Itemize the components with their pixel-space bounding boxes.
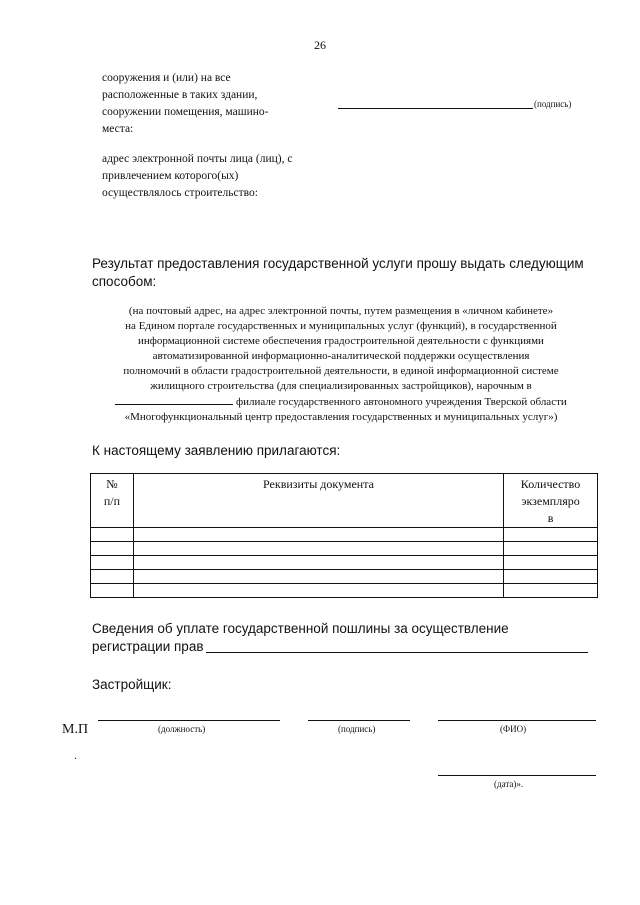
developer-signature-line[interactable] [308, 720, 410, 721]
fee-line [92, 638, 612, 656]
cell-count[interactable] [504, 570, 598, 584]
stamp-dot: . [74, 748, 77, 762]
developer-label: Застройщик: [92, 677, 172, 692]
cell-number[interactable] [91, 542, 134, 556]
stamp-label: М.П [62, 722, 89, 737]
cell-count[interactable] [504, 542, 598, 556]
result-heading-line: Результат предоставления государственной услуги прошу выдать следующим [92, 256, 584, 271]
column-header-number: № п/п [91, 474, 134, 528]
result-option-line: на Едином портале государственных и муниципальных услуг (функций), в государственной [125, 320, 557, 332]
result-heading-line: способом: [92, 274, 157, 289]
attachments-heading: К настоящему заявлению прилагаются: [92, 443, 341, 458]
table-row [91, 528, 598, 542]
cell-number[interactable] [91, 570, 134, 584]
result-option-line: автоматизированной информационно-аналитической поддержки осуществления [152, 350, 530, 362]
fee-section [92, 620, 612, 656]
result-option-line-with-blank [86, 394, 596, 410]
cell-count[interactable] [504, 528, 598, 542]
ownership-line: сооружения и (или) на все [102, 72, 231, 84]
date-caption: (дата)». [494, 779, 524, 789]
table-row [91, 542, 598, 556]
result-option-line: полномочий в области градостроительной деятельности, в единой информационной системе [123, 365, 559, 377]
result-option-line: (на почтовый адрес, на адрес электронной почты, путем размещения в «личном кабинете» [128, 305, 554, 317]
result-option-line: информационной системе обеспечения градостроительной деятельности с функциями [138, 335, 544, 347]
result-options [86, 304, 596, 425]
cell-details[interactable] [133, 570, 503, 584]
fee-label: регистрации прав [92, 639, 204, 654]
cell-details[interactable] [133, 542, 503, 556]
table-header-row [91, 474, 598, 528]
cell-number[interactable] [91, 528, 134, 542]
ownership-line: расположенные в таких здании, [102, 89, 258, 101]
email-label [102, 151, 312, 202]
branch-blank-field[interactable] [115, 394, 233, 405]
ownership-signature-caption: (подпись) [534, 99, 572, 109]
table-row [91, 556, 598, 570]
cell-details[interactable] [133, 556, 503, 570]
developer-signature-caption: (подпись) [338, 724, 376, 734]
result-option-line: жилищного строительства (для специализированных застройщиков), нарочным в [150, 380, 532, 392]
column-header-count: Количество экземпляро в [504, 474, 598, 528]
attachments-table [90, 473, 598, 598]
ownership-line: места: [102, 123, 134, 135]
email-line: осуществлялось строительство: [102, 187, 258, 199]
result-heading [92, 255, 612, 291]
ownership-signature-line[interactable] [338, 108, 533, 109]
fee-line: Сведения об уплате государственной пошлины за осуществление [92, 621, 509, 636]
cell-count[interactable] [504, 556, 598, 570]
page-number: 26 [314, 38, 326, 52]
developer-name-line[interactable] [438, 720, 596, 721]
cell-number[interactable] [91, 556, 134, 570]
cell-number[interactable] [91, 584, 134, 598]
ownership-label [102, 70, 312, 138]
email-line: адрес электронной почты лица (лиц), с [102, 153, 293, 165]
cell-count[interactable] [504, 584, 598, 598]
position-line[interactable] [98, 720, 280, 721]
table-row [91, 584, 598, 598]
result-option-line: «Многофункциональный центр предоставления государственных и муниципальных услуг») [124, 411, 558, 423]
cell-details[interactable] [133, 584, 503, 598]
email-line: привлечением которого(ых) [102, 170, 239, 182]
cell-details[interactable] [133, 528, 503, 542]
table-row [91, 570, 598, 584]
developer-name-caption: (ФИО) [500, 724, 527, 734]
ownership-line: сооружении помещения, машино- [102, 106, 269, 118]
branch-text: филиале государственного автономного учреждения Тверской области [233, 396, 567, 408]
date-line[interactable] [438, 775, 596, 776]
column-header-details: Реквизиты документа [133, 474, 503, 528]
fee-details-line[interactable] [206, 652, 588, 653]
position-caption: (должность) [158, 724, 206, 734]
